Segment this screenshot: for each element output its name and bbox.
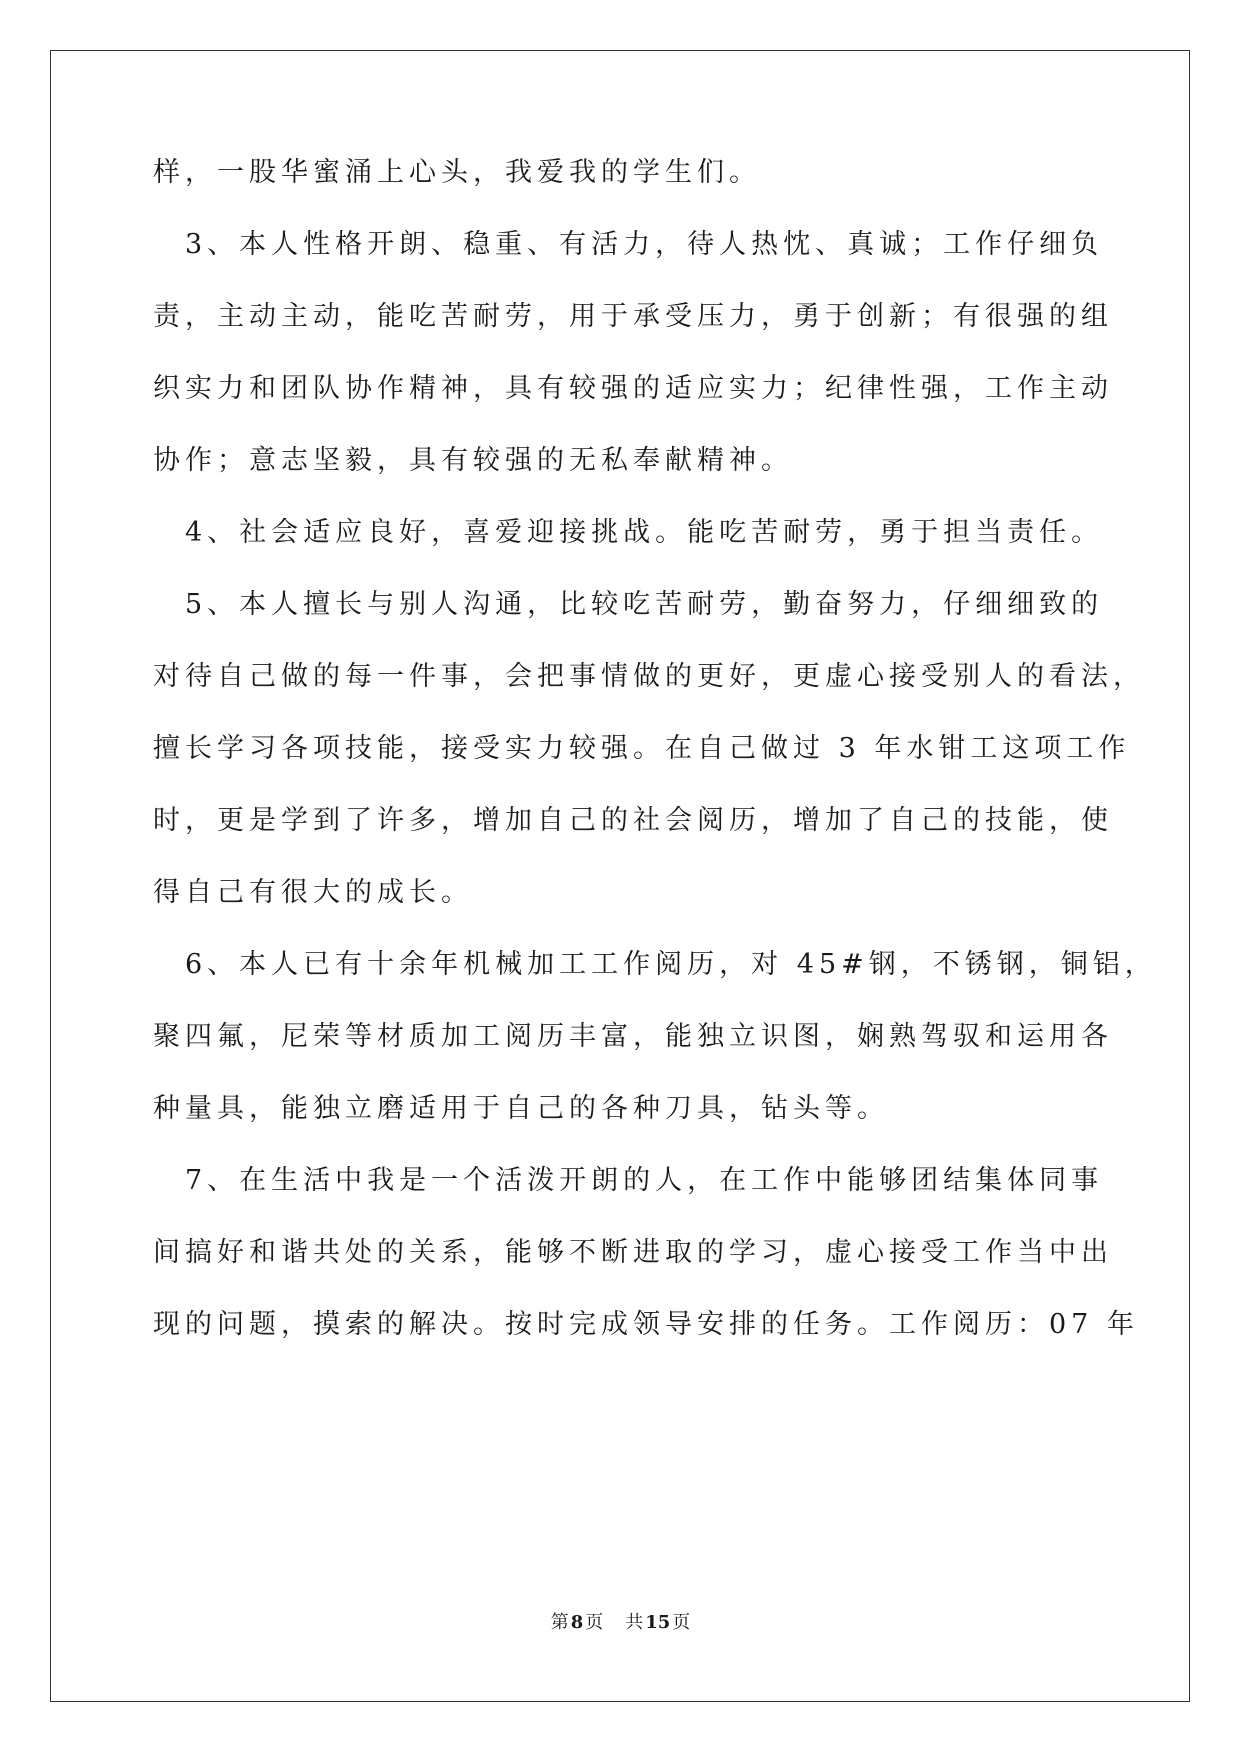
text-line: 得自己有很大的成长。 xyxy=(153,877,473,908)
page-footer xyxy=(0,1611,1241,1635)
text-line: 7、在生活中我是一个活泼开朗的人，在工作中能够团结集体同事 xyxy=(153,1165,1104,1196)
total-prefix: 共 xyxy=(625,1612,644,1633)
text-line: 责，主动主动，能吃苦耐劳，用于承受压力，勇于创新；有很强的组 xyxy=(153,301,1113,332)
text-line: 种量具，能独立磨适用于自己的各种刀具，钻头等。 xyxy=(153,1093,889,1124)
text-line: 现的问题，摸索的解决。按时完成领导安排的任务。工作阅历：07 年 xyxy=(153,1309,1139,1340)
text-line: 4、社会适应良好，喜爱迎接挑战。能吃苦耐劳，勇于担当责任。 xyxy=(153,517,1104,548)
page-suffix: 页 xyxy=(585,1612,604,1633)
page-prefix: 第 xyxy=(550,1612,569,1633)
total-pages: 15 xyxy=(645,1612,671,1633)
text-line: 5、本人擅长与别人沟通，比较吃苦耐劳，勤奋努力，仔细细致的 xyxy=(153,589,1104,620)
page-number: 8 xyxy=(570,1612,584,1633)
text-line: 对待自己做的每一件事，会把事情做的更好，更虚心接受别人的看法， xyxy=(153,661,1145,692)
text-line: 样，一股华蜜涌上心头，我爱我的学生们。 xyxy=(153,157,761,188)
text-line: 间搞好和谐共处的关系，能够不断进取的学习，虚心接受工作当中出 xyxy=(153,1237,1113,1268)
text-line: 时，更是学到了许多，增加自己的社会阅历，增加了自己的技能，使 xyxy=(153,805,1113,836)
total-suffix: 页 xyxy=(672,1612,691,1633)
text-line: 3、本人性格开朗、稳重、有活力，待人热忱、真诚；工作仔细负 xyxy=(153,229,1104,260)
text-line: 协作；意志坚毅，具有较强的无私奉献精神。 xyxy=(153,445,793,476)
text-line: 6、本人已有十余年机械加工工作阅历，对 45#钢，不锈钢，铜铝， xyxy=(153,949,1157,980)
text-line: 织实力和团队协作精神，具有较强的适应实力；纪律性强，工作主动 xyxy=(153,373,1113,404)
text-line: 聚四氟，尼荣等材质加工阅历丰富，能独立识图，娴熟驾驭和运用各 xyxy=(153,1021,1113,1052)
text-line: 擅长学习各项技能，接受实力较强。在自己做过 3 年水钳工这项工作 xyxy=(153,733,1131,764)
